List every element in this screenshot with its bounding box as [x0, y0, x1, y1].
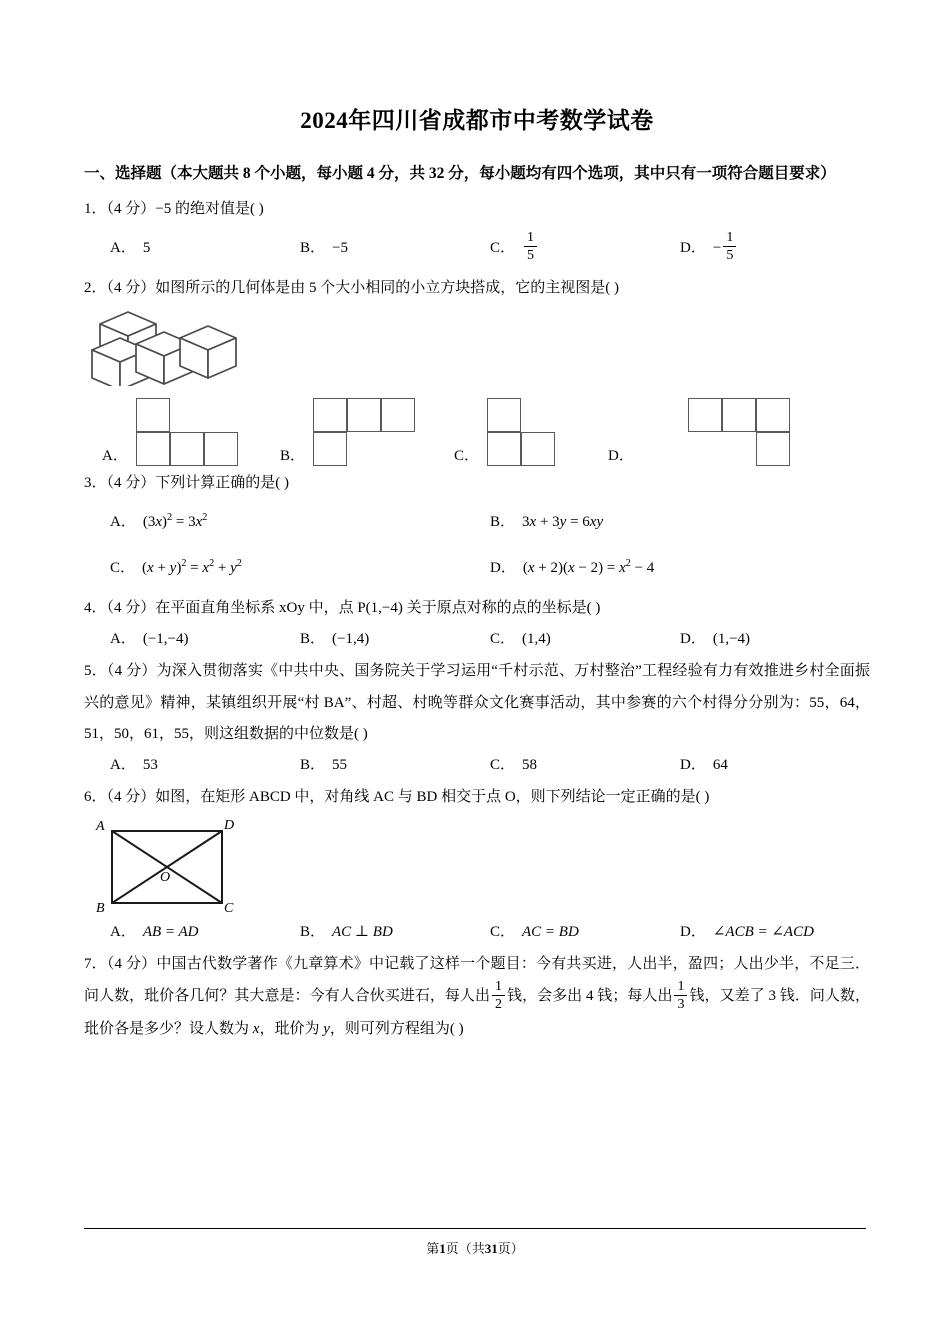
- question-3-option-a[interactable]: [110, 499, 490, 545]
- question-5-option-a[interactable]: [110, 750, 300, 780]
- question-4-option-c[interactable]: [490, 624, 680, 654]
- option-value: 64: [712, 756, 728, 773]
- question-1-option-c[interactable]: [490, 225, 680, 271]
- fraction-one-fifth: $\frac{1}{5}$: [524, 230, 537, 263]
- question-3-options-row1: [84, 499, 870, 545]
- question-6-option-d[interactable]: [680, 917, 870, 947]
- question-4-option-b[interactable]: [300, 624, 490, 654]
- question-5: [84, 656, 870, 780]
- option-value: −5: [332, 239, 348, 256]
- question-4-options: [84, 624, 870, 654]
- option-value: (1,−4): [712, 631, 751, 648]
- question-2-stem: 2．（4 分）如图所示的几何体是由 5 个大小相同的小立方块搭成，它的主视图是( ): [84, 279, 619, 296]
- option-label: D．: [680, 924, 706, 941]
- vertex-label-a: A: [96, 819, 105, 835]
- grid-shape-a: [136, 398, 238, 466]
- option-label: B．: [300, 924, 326, 941]
- question-3-option-b[interactable]: [490, 499, 870, 545]
- question-4-option-d[interactable]: [680, 624, 870, 654]
- footer-page-number: 1: [439, 1241, 446, 1256]
- vertex-label-d: D: [224, 818, 235, 834]
- question-4-stem: 4．（4 分）在平面直角坐标系 xOy 中，点 P(1,−4) 关于原点对称的点的坐标是( ): [84, 600, 601, 617]
- vertex-label-o: O: [160, 870, 171, 886]
- option-label: B．: [280, 448, 306, 465]
- question-5-option-d[interactable]: [680, 750, 870, 780]
- option-label: A．: [110, 631, 136, 648]
- question-2-option-a[interactable]: [102, 398, 238, 466]
- option-label: A．: [102, 448, 128, 465]
- question-1-option-a[interactable]: [110, 225, 300, 271]
- option-label: C．: [490, 924, 516, 941]
- rectangle-abcd-figure: [86, 815, 256, 915]
- question-1-option-d[interactable]: [680, 225, 870, 271]
- section-heading: 一、选择题（本大题共 8 个小题，每小题 4 分，共 32 分，每小题均有四个选项，其中只有一项符合题目要求）: [84, 164, 836, 182]
- question-2-option-b[interactable]: [280, 398, 415, 466]
- fraction-one-fifth: $\frac{1}{5}$: [723, 230, 736, 263]
- option-label: B．: [300, 631, 326, 648]
- option-label: B．: [300, 239, 326, 256]
- option-value: (1,4): [522, 631, 551, 648]
- question-3-options-row2: [84, 545, 870, 591]
- option-value: 5: [142, 239, 151, 256]
- option-value: 58: [522, 756, 538, 773]
- option-value: ∠ACB = ∠ACD: [712, 924, 814, 941]
- five-cube-solid-figure: [90, 306, 265, 386]
- option-label: B．: [300, 756, 326, 773]
- minus-sign: −: [712, 239, 722, 256]
- question-6-option-c[interactable]: [490, 917, 680, 947]
- option-label: C．: [490, 239, 516, 256]
- option-label: C．: [490, 631, 516, 648]
- question-2-option-c[interactable]: [454, 398, 555, 466]
- question-6-option-b[interactable]: [300, 917, 490, 947]
- option-value: $(x + y)^2 = x^2 + y^2$: [142, 558, 242, 577]
- option-value: $(3x)^2 = 3x^2$: [142, 512, 208, 531]
- question-4: [84, 593, 870, 654]
- option-label: D．: [490, 560, 516, 577]
- question-5-options: [84, 750, 870, 780]
- question-7-stem: 7．（4 分）中国古代数学著作《九章算术》中记载了这样一个题目：今有共买进，人出半，盈四；人出少半，不足三．问人数，玭价各几何？其大意是：今有人合伙买进石，每人出 $\frac{1}{2}$ 钱，会多出 4 钱；每人出 $\frac{1}{3}$ 钱，又差了 3 钱．问人数，玭价各是多少？设人数为 x，玭价为 y，则可列方程组为( ): [84, 956, 870, 1037]
- option-label: A．: [110, 756, 136, 773]
- question-2-figure-wrap: [84, 304, 870, 388]
- question-3: [84, 468, 870, 591]
- question-6-options: [84, 917, 870, 947]
- page-title: 2024年四川省成都市中考数学试卷: [300, 108, 654, 133]
- question-7: [84, 949, 870, 1045]
- question-6-option-a[interactable]: [110, 917, 300, 947]
- option-label: C．: [490, 756, 516, 773]
- option-label: D．: [680, 756, 706, 773]
- fraction-one-third: $\frac{1}{3}$: [674, 979, 687, 1012]
- option-value: 3x + 3y = 6xy: [522, 514, 604, 531]
- question-3-option-d[interactable]: [490, 545, 870, 591]
- vertex-label-b: B: [96, 901, 105, 916]
- option-label: D．: [608, 448, 634, 465]
- option-label: A．: [110, 514, 136, 531]
- question-2-option-d[interactable]: [608, 398, 790, 466]
- option-label: B．: [490, 514, 516, 531]
- question-6: [84, 782, 870, 947]
- question-3-option-c[interactable]: [110, 545, 490, 591]
- grid-shape-c: [487, 398, 555, 466]
- question-2-options: [84, 388, 870, 466]
- question-6-figure-wrap: [84, 813, 870, 917]
- question-5-option-b[interactable]: [300, 750, 490, 780]
- vertex-label-c: C: [224, 901, 234, 916]
- option-label: A．: [110, 924, 136, 941]
- option-label: C．: [454, 448, 480, 465]
- question-2: [84, 273, 870, 466]
- question-4-option-a[interactable]: [110, 624, 300, 654]
- question-5-option-c[interactable]: [490, 750, 680, 780]
- option-value: AC ⊥ BD: [332, 924, 393, 941]
- option-value: (−1,−4): [142, 631, 189, 648]
- question-6-stem: 6．（4 分）如图，在矩形 ABCD 中，对角线 AC 与 BD 相交于点 O，则下列结论一定正确的是( ): [84, 788, 710, 805]
- question-5-stem: 5．（4 分）为深入贯彻落实《中共中央、国务院关于学习运用“千村示范、万村整治”工程经验有力有效推进乡村全面振兴的意见》精神，某镇组织开展“村 BA”、村超、村晚等群众文化赛事活动，其中参赛的六个村得分分别为：55，64，51，50，61，55，则这组数据的中位数是( ): [84, 663, 870, 742]
- page-content: [84, 106, 870, 1047]
- footer-total-pages: 31: [484, 1241, 498, 1256]
- option-value: 55: [332, 756, 348, 773]
- option-label: A．: [110, 239, 136, 256]
- page-footer: 第1页（共31页）: [84, 1228, 866, 1257]
- question-1-options: [84, 225, 870, 271]
- fraction-one-half: $\frac{1}{2}$: [492, 979, 505, 1012]
- question-1-stem: 1．（4 分）−5 的绝对值是( ): [84, 200, 264, 217]
- option-label: D．: [680, 239, 706, 256]
- grid-shape-d: [688, 398, 790, 466]
- option-label: C．: [110, 560, 136, 577]
- grid-shape-b: [313, 398, 415, 466]
- option-value: (−1,4): [332, 631, 370, 648]
- question-3-stem: 3．（4 分）下列计算正确的是( ): [84, 475, 289, 492]
- option-value: AB = AD: [142, 924, 199, 941]
- option-value: $(x + 2)(x - 2) = x^2 - 4$: [522, 558, 655, 577]
- option-value: 53: [142, 756, 158, 773]
- option-value: AC = BD: [522, 924, 579, 941]
- question-1-option-b[interactable]: [300, 225, 490, 271]
- option-label: D．: [680, 631, 706, 648]
- question-1: [84, 194, 870, 271]
